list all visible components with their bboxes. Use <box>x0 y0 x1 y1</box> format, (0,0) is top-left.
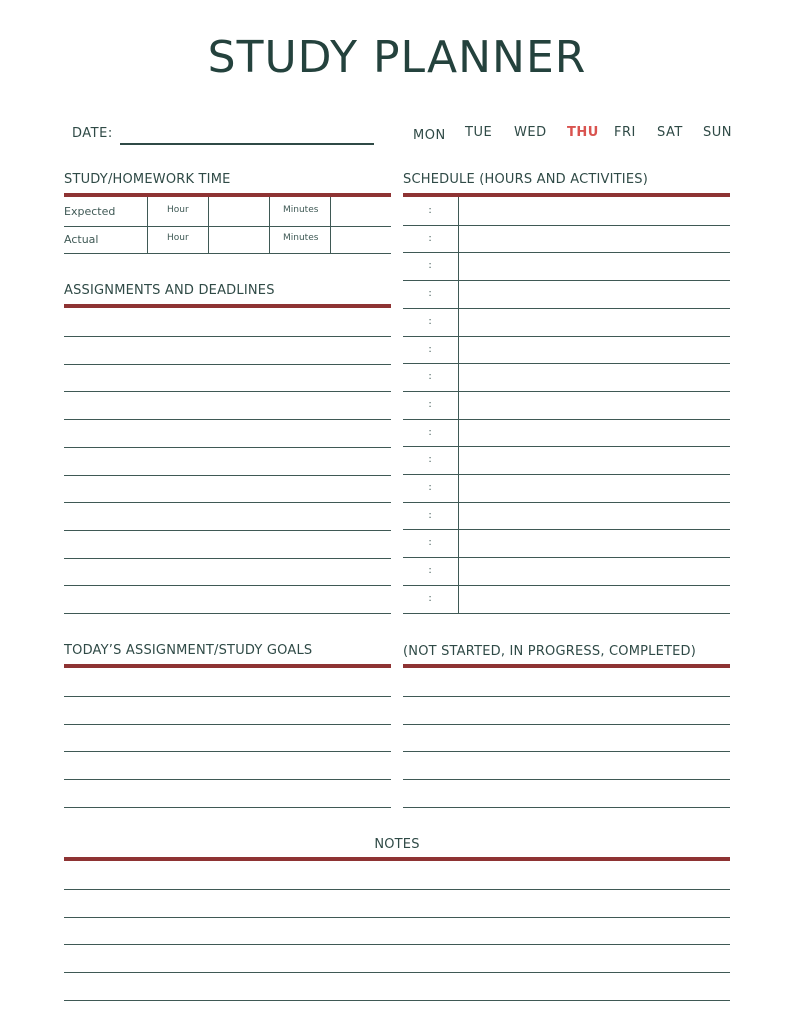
assignment-line[interactable] <box>64 502 391 503</box>
schedule-time-slot[interactable]: : <box>428 371 432 383</box>
notes-line[interactable] <box>64 889 730 890</box>
assignment-line[interactable] <box>64 475 391 476</box>
day-mon[interactable]: MON <box>413 128 446 143</box>
study-time-accent-bar <box>64 193 391 197</box>
assignment-line[interactable] <box>64 447 391 448</box>
day-fri[interactable]: FRI <box>614 125 636 140</box>
notes-accent-bar <box>64 857 730 861</box>
page-title: STUDY PLANNER <box>207 32 587 83</box>
goal-line[interactable] <box>64 779 391 780</box>
assignments-heading: ASSIGNMENTS AND DEADLINES <box>64 283 275 298</box>
assignment-line[interactable] <box>64 364 391 365</box>
schedule-row-line[interactable] <box>403 363 730 364</box>
goal-line[interactable] <box>64 807 391 808</box>
assignment-line[interactable] <box>64 419 391 420</box>
study-time-bottom-line <box>64 253 391 254</box>
schedule-heading: SCHEDULE (HOURS AND ACTIVITIES) <box>403 172 648 187</box>
notes-line[interactable] <box>64 1000 730 1001</box>
schedule-time-slot[interactable]: : <box>428 315 432 327</box>
status-line[interactable] <box>403 751 730 752</box>
actual-hour-label: Hour <box>167 233 189 243</box>
schedule-row-line[interactable] <box>403 446 730 447</box>
notes-line[interactable] <box>64 944 730 945</box>
schedule-time-slot[interactable]: : <box>428 205 432 216</box>
schedule-row-line[interactable] <box>403 419 730 420</box>
notes-line[interactable] <box>64 917 730 918</box>
schedule-time-slot[interactable]: : <box>428 232 432 244</box>
expected-label: Expected <box>64 205 116 218</box>
schedule-time-slot[interactable]: : <box>428 288 432 300</box>
day-sun[interactable]: SUN <box>703 125 732 140</box>
status-accent-bar <box>403 664 730 668</box>
actual-hour-input[interactable] <box>209 227 269 253</box>
schedule-time-slot[interactable]: : <box>428 260 432 272</box>
study-time-col-divider <box>269 197 270 253</box>
schedule-time-slot[interactable]: : <box>428 592 432 604</box>
assignment-line[interactable] <box>64 336 391 337</box>
schedule-time-slot[interactable]: : <box>428 454 432 466</box>
study-time-col-divider <box>147 197 148 253</box>
study-time-heading: STUDY/HOMEWORK TIME <box>64 172 231 187</box>
day-sat[interactable]: SAT <box>657 125 683 140</box>
schedule-row-line[interactable] <box>403 252 730 253</box>
schedule-time-slot[interactable]: : <box>428 537 432 549</box>
expected-minutes-label: Minutes <box>283 205 319 215</box>
goals-accent-bar <box>64 664 391 668</box>
date-field[interactable] <box>120 143 374 145</box>
schedule-row-line[interactable] <box>403 336 730 337</box>
assignment-line[interactable] <box>64 391 391 392</box>
schedule-row-line[interactable] <box>403 474 730 475</box>
schedule-row-line[interactable] <box>403 585 730 586</box>
status-line[interactable] <box>403 807 730 808</box>
expected-minutes-input[interactable] <box>331 198 391 225</box>
schedule-accent-bar <box>403 193 730 197</box>
schedule-time-slot[interactable]: : <box>428 565 432 577</box>
schedule-time-slot[interactable]: : <box>428 426 432 438</box>
assignment-line[interactable] <box>64 530 391 531</box>
day-thu[interactable]: THU <box>567 125 599 140</box>
schedule-row-line[interactable] <box>403 280 730 281</box>
schedule-row-line[interactable] <box>403 613 730 614</box>
schedule-row-line[interactable] <box>403 502 730 503</box>
schedule-row-line[interactable] <box>403 557 730 558</box>
assignment-line[interactable] <box>64 613 391 614</box>
goals-heading: TODAY’S ASSIGNMENT/STUDY GOALS <box>64 643 313 658</box>
schedule-time-divider <box>458 197 459 613</box>
schedule-time-slot[interactable]: : <box>428 398 432 410</box>
actual-label: Actual <box>64 233 99 246</box>
assignments-accent-bar <box>64 304 391 308</box>
actual-minutes-input[interactable] <box>331 227 391 253</box>
goal-line[interactable] <box>64 724 391 725</box>
assignment-line[interactable] <box>64 585 391 586</box>
schedule-row-line[interactable] <box>403 391 730 392</box>
notes-heading: NOTES <box>374 837 420 852</box>
status-heading: (NOT STARTED, IN PROGRESS, COMPLETED) <box>403 644 697 659</box>
schedule-time-slot[interactable]: : <box>428 509 432 521</box>
status-line[interactable] <box>403 696 730 697</box>
day-tue[interactable]: TUE <box>465 125 493 140</box>
expected-hour-label: Hour <box>167 205 189 215</box>
weekday-selector <box>405 125 735 145</box>
status-line[interactable] <box>403 724 730 725</box>
goal-line[interactable] <box>64 751 391 752</box>
schedule-time-slot[interactable]: : <box>428 482 432 493</box>
schedule-row-line[interactable] <box>403 225 730 226</box>
schedule-time-slot[interactable]: : <box>428 343 432 355</box>
schedule-row-line[interactable] <box>403 308 730 309</box>
actual-minutes-label: Minutes <box>283 233 319 243</box>
schedule-row-line[interactable] <box>403 529 730 530</box>
day-wed[interactable]: WED <box>514 125 547 140</box>
expected-hour-input[interactable] <box>209 198 269 225</box>
date-label: DATE: <box>72 126 113 141</box>
goal-line[interactable] <box>64 696 391 697</box>
notes-line[interactable] <box>64 972 730 973</box>
assignment-line[interactable] <box>64 558 391 559</box>
status-line[interactable] <box>403 779 730 780</box>
